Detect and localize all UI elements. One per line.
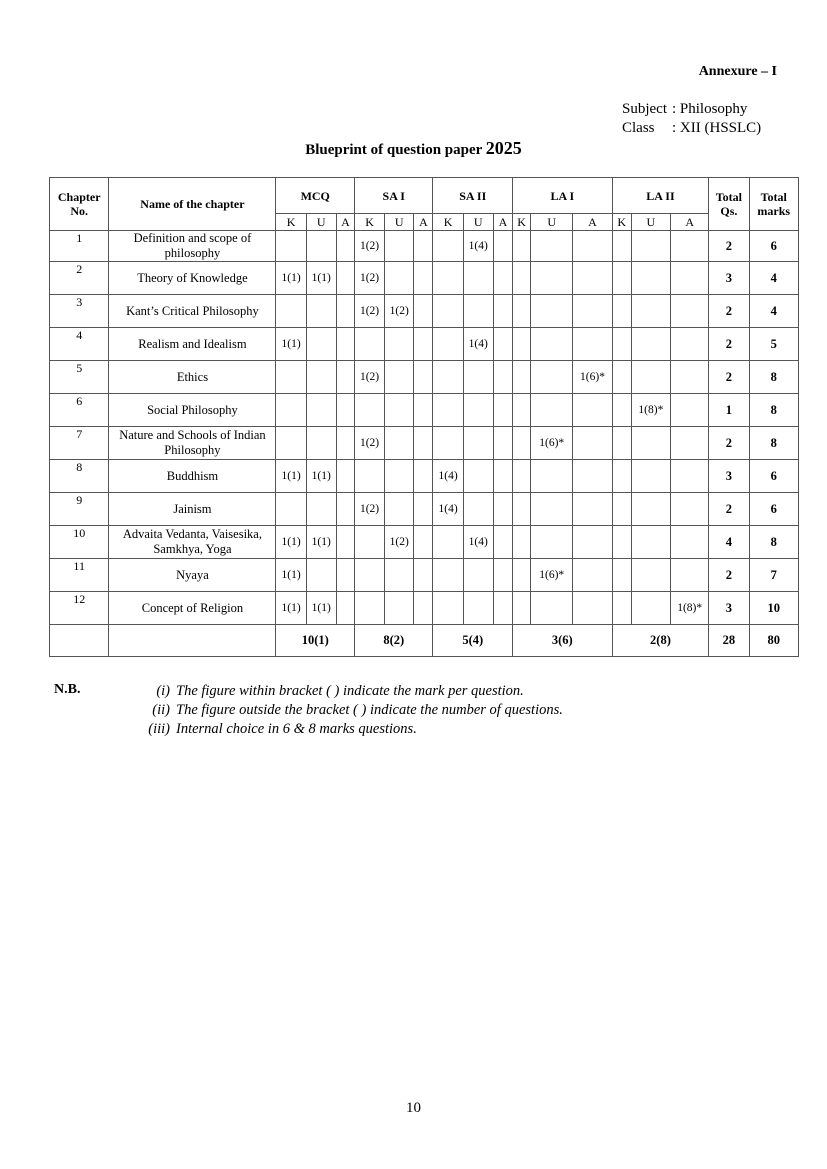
mark-cell: 1(8)* <box>671 592 709 625</box>
total-mcq: 10(1) <box>276 625 354 657</box>
mark-cell <box>433 295 463 328</box>
mark-cell <box>306 231 336 262</box>
class-label: Class <box>622 120 655 136</box>
mark-cell <box>631 559 670 592</box>
mark-cell: 1(4) <box>463 526 493 559</box>
mark-cell <box>612 231 631 262</box>
blueprint-table <box>49 177 799 657</box>
mark-cell <box>414 427 433 460</box>
table-row <box>50 460 799 493</box>
mark-cell <box>354 328 384 361</box>
mark-cell <box>276 295 306 328</box>
mark-cell <box>493 526 512 559</box>
table-row <box>50 427 799 460</box>
row-total-marks: 6 <box>749 231 798 262</box>
mark-cell <box>493 460 512 493</box>
mark-cell <box>573 460 612 493</box>
table-row <box>50 493 799 526</box>
subheader-cell: K <box>512 214 530 231</box>
row-total-marks: 8 <box>749 427 798 460</box>
mark-cell <box>671 231 709 262</box>
header-total-qs: Total Qs. <box>709 178 749 231</box>
mark-cell <box>493 493 512 526</box>
mark-cell <box>463 361 493 394</box>
mark-cell <box>512 460 530 493</box>
notes-list <box>120 682 563 739</box>
mark-cell <box>612 328 631 361</box>
mark-cell: 1(4) <box>433 460 463 493</box>
chapter-number: 11 <box>50 559 109 592</box>
table-row <box>50 361 799 394</box>
mark-cell <box>493 231 512 262</box>
mark-cell <box>612 592 631 625</box>
mark-cell <box>512 559 530 592</box>
mark-cell: 1(6)* <box>531 427 573 460</box>
chapter-number: 4 <box>50 328 109 361</box>
mark-cell <box>336 394 354 427</box>
mark-cell <box>463 592 493 625</box>
subheader-cell: U <box>306 214 336 231</box>
mark-cell <box>414 394 433 427</box>
subheader-cell: A <box>493 214 512 231</box>
note-text: The figure within bracket ( ) indicate the mark per question. <box>176 683 524 699</box>
mark-cell <box>671 559 709 592</box>
mark-cell <box>433 262 463 295</box>
totals-blank-no <box>50 625 109 657</box>
mark-cell <box>493 262 512 295</box>
mark-cell <box>493 328 512 361</box>
mark-cell <box>612 361 631 394</box>
row-total-marks: 5 <box>749 328 798 361</box>
mark-cell <box>493 361 512 394</box>
note-text: Internal choice in 6 & 8 marks questions. <box>176 721 417 737</box>
chapter-name: Jainism <box>109 493 276 526</box>
mark-cell <box>531 592 573 625</box>
mark-cell <box>385 493 414 526</box>
mark-cell <box>276 361 306 394</box>
annexure-label: Annexure – I <box>698 64 777 79</box>
mark-cell <box>512 592 530 625</box>
mark-cell <box>531 328 573 361</box>
mark-cell <box>306 361 336 394</box>
mark-cell <box>336 262 354 295</box>
header-sa1: SA I <box>354 178 433 214</box>
table-row <box>50 559 799 592</box>
chapter-name: Buddhism <box>109 460 276 493</box>
subheader-cell: A <box>573 214 612 231</box>
note-item <box>120 701 563 720</box>
mark-cell <box>433 361 463 394</box>
total-la2: 2(8) <box>612 625 709 657</box>
mark-cell <box>414 295 433 328</box>
title-text: Blueprint of question paper <box>305 142 483 158</box>
mark-cell <box>512 526 530 559</box>
header-chapter-no: Chapter No. <box>50 178 109 231</box>
subheader-cell: K <box>276 214 306 231</box>
row-total-qs: 2 <box>709 493 749 526</box>
mark-cell <box>433 559 463 592</box>
mark-cell <box>631 231 670 262</box>
subject-label: Subject <box>622 101 667 117</box>
mark-cell <box>531 526 573 559</box>
mark-cell <box>433 427 463 460</box>
class-row <box>622 119 761 138</box>
mark-cell <box>336 592 354 625</box>
mark-cell: 1(1) <box>306 526 336 559</box>
chapter-number: 10 <box>50 526 109 559</box>
mark-cell <box>573 231 612 262</box>
mark-cell <box>573 394 612 427</box>
mark-cell <box>612 559 631 592</box>
row-total-marks: 4 <box>749 262 798 295</box>
mark-cell <box>463 460 493 493</box>
header-mcq: MCQ <box>276 178 354 214</box>
table-row <box>50 295 799 328</box>
mark-cell <box>385 231 414 262</box>
mark-cell <box>573 592 612 625</box>
page-title <box>0 138 827 159</box>
table-row <box>50 328 799 361</box>
row-total-qs: 3 <box>709 460 749 493</box>
chapter-number: 6 <box>50 394 109 427</box>
mark-cell <box>631 427 670 460</box>
row-total-marks: 4 <box>749 295 798 328</box>
mark-cell <box>385 460 414 493</box>
mark-cell: 1(2) <box>354 295 384 328</box>
mark-cell <box>612 394 631 427</box>
subheader-cell: U <box>463 214 493 231</box>
mark-cell <box>631 526 670 559</box>
row-total-qs: 3 <box>709 262 749 295</box>
subject-class-block <box>622 100 761 138</box>
mark-cell <box>631 493 670 526</box>
mark-cell <box>512 262 530 295</box>
mark-cell <box>671 460 709 493</box>
row-total-qs: 4 <box>709 526 749 559</box>
header-sa2: SA II <box>433 178 513 214</box>
mark-cell <box>631 592 670 625</box>
mark-cell <box>336 460 354 493</box>
mark-cell <box>573 526 612 559</box>
mark-cell: 1(6)* <box>573 361 612 394</box>
mark-cell <box>573 427 612 460</box>
row-total-qs: 2 <box>709 328 749 361</box>
mark-cell <box>336 295 354 328</box>
mark-cell <box>612 262 631 295</box>
mark-cell: 1(1) <box>306 262 336 295</box>
total-sa2: 5(4) <box>433 625 513 657</box>
mark-cell: 1(2) <box>385 295 414 328</box>
mark-cell <box>414 361 433 394</box>
mark-cell <box>336 231 354 262</box>
chapter-number: 7 <box>50 427 109 460</box>
row-total-marks: 6 <box>749 493 798 526</box>
mark-cell <box>671 262 709 295</box>
mark-cell: 1(8)* <box>631 394 670 427</box>
row-total-marks: 6 <box>749 460 798 493</box>
row-total-qs: 1 <box>709 394 749 427</box>
note-index: (iii) <box>148 721 170 737</box>
mark-cell: 1(1) <box>276 328 306 361</box>
mark-cell <box>385 394 414 427</box>
mark-cell <box>354 592 384 625</box>
mark-cell <box>414 559 433 592</box>
mark-cell <box>336 427 354 460</box>
header-total-marks: Total marks <box>749 178 798 231</box>
note-index: (ii) <box>152 702 170 718</box>
note-item <box>120 720 563 739</box>
subheader-cell: A <box>671 214 709 231</box>
mark-cell: 1(6)* <box>531 559 573 592</box>
subheader-cell: A <box>414 214 433 231</box>
mark-cell <box>612 526 631 559</box>
mark-cell <box>354 526 384 559</box>
mark-cell: 1(1) <box>276 526 306 559</box>
totals-blank-name <box>109 625 276 657</box>
chapter-number: 8 <box>50 460 109 493</box>
chapter-name: Social Philosophy <box>109 394 276 427</box>
row-total-qs: 2 <box>709 295 749 328</box>
mark-cell <box>512 231 530 262</box>
mark-cell <box>671 493 709 526</box>
mark-cell <box>671 328 709 361</box>
row-total-marks: 10 <box>749 592 798 625</box>
subheader-cell: U <box>631 214 670 231</box>
row-total-qs: 2 <box>709 427 749 460</box>
chapter-number: 3 <box>50 295 109 328</box>
mark-cell <box>612 295 631 328</box>
chapter-name: Realism and Idealism <box>109 328 276 361</box>
mark-cell: 1(4) <box>463 328 493 361</box>
mark-cell <box>385 361 414 394</box>
note-index: (i) <box>156 683 170 699</box>
mark-cell <box>414 231 433 262</box>
mark-cell <box>631 262 670 295</box>
mark-cell <box>463 295 493 328</box>
mark-cell <box>306 394 336 427</box>
row-total-qs: 3 <box>709 592 749 625</box>
mark-cell <box>306 427 336 460</box>
chapter-name: Concept of Religion <box>109 592 276 625</box>
mark-cell <box>512 394 530 427</box>
mark-cell <box>414 592 433 625</box>
chapter-number: 5 <box>50 361 109 394</box>
note-item <box>120 682 563 701</box>
mark-cell <box>306 493 336 526</box>
header-la2: LA II <box>612 178 709 214</box>
chapter-number: 1 <box>50 231 109 262</box>
mark-cell <box>414 460 433 493</box>
mark-cell <box>612 427 631 460</box>
title-year: 2025 <box>485 138 522 158</box>
mark-cell <box>573 295 612 328</box>
mark-cell <box>433 328 463 361</box>
chapter-name: Nyaya <box>109 559 276 592</box>
mark-cell <box>306 559 336 592</box>
totals-row <box>50 625 799 657</box>
mark-cell <box>463 394 493 427</box>
mark-cell <box>531 231 573 262</box>
mark-cell <box>493 295 512 328</box>
mark-cell <box>612 493 631 526</box>
subheader-cell: A <box>336 214 354 231</box>
mark-cell <box>512 361 530 394</box>
chapter-name: Ethics <box>109 361 276 394</box>
row-total-qs: 2 <box>709 231 749 262</box>
mark-cell <box>276 493 306 526</box>
mark-cell <box>573 559 612 592</box>
chapter-name: Definition and scope of philosophy <box>109 231 276 262</box>
chapter-number: 12 <box>50 592 109 625</box>
subheader-cell: K <box>354 214 384 231</box>
mark-cell: 1(2) <box>354 231 384 262</box>
mark-cell <box>631 328 670 361</box>
chapter-number: 2 <box>50 262 109 295</box>
mark-cell <box>385 559 414 592</box>
chapter-name: Theory of Knowledge <box>109 262 276 295</box>
mark-cell <box>512 328 530 361</box>
row-total-qs: 2 <box>709 559 749 592</box>
mark-cell <box>493 592 512 625</box>
nb-label: N.B. <box>54 682 81 697</box>
table-row <box>50 394 799 427</box>
row-total-marks: 8 <box>749 526 798 559</box>
mark-cell <box>414 526 433 559</box>
mark-cell <box>493 427 512 460</box>
subject-value: : Philosophy <box>672 101 748 117</box>
mark-cell <box>414 493 433 526</box>
class-value: : XII (HSSLC) <box>672 120 762 136</box>
row-total-marks: 7 <box>749 559 798 592</box>
mark-cell <box>306 295 336 328</box>
mark-cell <box>276 427 306 460</box>
mark-cell: 1(1) <box>276 559 306 592</box>
mark-cell <box>512 427 530 460</box>
mark-cell <box>354 394 384 427</box>
header-row <box>50 178 799 214</box>
mark-cell: 1(1) <box>276 262 306 295</box>
table-row <box>50 262 799 295</box>
mark-cell <box>493 394 512 427</box>
mark-cell: 1(1) <box>306 592 336 625</box>
subheader-cell: K <box>612 214 631 231</box>
mark-cell <box>671 295 709 328</box>
table-row <box>50 592 799 625</box>
header-la1: LA I <box>512 178 612 214</box>
mark-cell <box>463 427 493 460</box>
subheader-cell: K <box>433 214 463 231</box>
mark-cell <box>414 328 433 361</box>
mark-cell <box>385 427 414 460</box>
mark-cell <box>573 328 612 361</box>
mark-cell <box>573 262 612 295</box>
mark-cell <box>631 295 670 328</box>
mark-cell <box>385 592 414 625</box>
mark-cell <box>463 493 493 526</box>
header-chapter-name: Name of the chapter <box>109 178 276 231</box>
mark-cell <box>306 328 336 361</box>
mark-cell <box>531 361 573 394</box>
mark-cell <box>631 460 670 493</box>
page-number: 10 <box>406 1100 421 1116</box>
mark-cell: 1(2) <box>354 361 384 394</box>
chapter-name: Advaita Vedanta, Vaisesika, Samkhya, Yoga <box>109 526 276 559</box>
note-text: The figure outside the bracket ( ) indicate the number of questions. <box>176 702 563 718</box>
mark-cell <box>531 295 573 328</box>
mark-cell <box>573 493 612 526</box>
mark-cell: 1(2) <box>385 526 414 559</box>
mark-cell <box>512 493 530 526</box>
mark-cell <box>276 231 306 262</box>
mark-cell <box>493 559 512 592</box>
mark-cell <box>531 262 573 295</box>
mark-cell <box>671 427 709 460</box>
mark-cell <box>336 526 354 559</box>
chapter-number: 9 <box>50 493 109 526</box>
total-la1: 3(6) <box>512 625 612 657</box>
mark-cell <box>385 262 414 295</box>
mark-cell <box>512 295 530 328</box>
mark-cell: 1(4) <box>433 493 463 526</box>
mark-cell <box>631 361 670 394</box>
mark-cell <box>433 592 463 625</box>
mark-cell <box>354 559 384 592</box>
mark-cell: 1(2) <box>354 262 384 295</box>
total-sa1: 8(2) <box>354 625 433 657</box>
mark-cell <box>414 262 433 295</box>
mark-cell: 1(4) <box>463 231 493 262</box>
mark-cell <box>531 460 573 493</box>
subheader-cell: U <box>531 214 573 231</box>
mark-cell <box>433 231 463 262</box>
mark-cell <box>336 328 354 361</box>
mark-cell <box>385 328 414 361</box>
mark-cell <box>336 361 354 394</box>
mark-cell <box>463 559 493 592</box>
mark-cell <box>276 394 306 427</box>
chapter-name: Kant’s Critical Philosophy <box>109 295 276 328</box>
mark-cell <box>354 460 384 493</box>
mark-cell <box>531 394 573 427</box>
mark-cell <box>671 394 709 427</box>
mark-cell <box>433 394 463 427</box>
row-total-qs: 2 <box>709 361 749 394</box>
mark-cell <box>671 526 709 559</box>
mark-cell <box>531 493 573 526</box>
mark-cell <box>433 526 463 559</box>
row-total-marks: 8 <box>749 394 798 427</box>
table-row <box>50 231 799 262</box>
mark-cell <box>463 262 493 295</box>
mark-cell: 1(1) <box>276 460 306 493</box>
mark-cell: 1(2) <box>354 427 384 460</box>
grand-total-qs: 28 <box>709 625 749 657</box>
mark-cell: 1(1) <box>276 592 306 625</box>
table-row <box>50 526 799 559</box>
mark-cell <box>612 460 631 493</box>
grand-total-marks: 80 <box>749 625 798 657</box>
mark-cell <box>671 361 709 394</box>
subheader-cell: U <box>385 214 414 231</box>
mark-cell <box>336 493 354 526</box>
chapter-name: Nature and Schools of Indian Philosophy <box>109 427 276 460</box>
subject-row <box>622 100 761 119</box>
row-total-marks: 8 <box>749 361 798 394</box>
mark-cell: 1(1) <box>306 460 336 493</box>
mark-cell <box>336 559 354 592</box>
mark-cell: 1(2) <box>354 493 384 526</box>
